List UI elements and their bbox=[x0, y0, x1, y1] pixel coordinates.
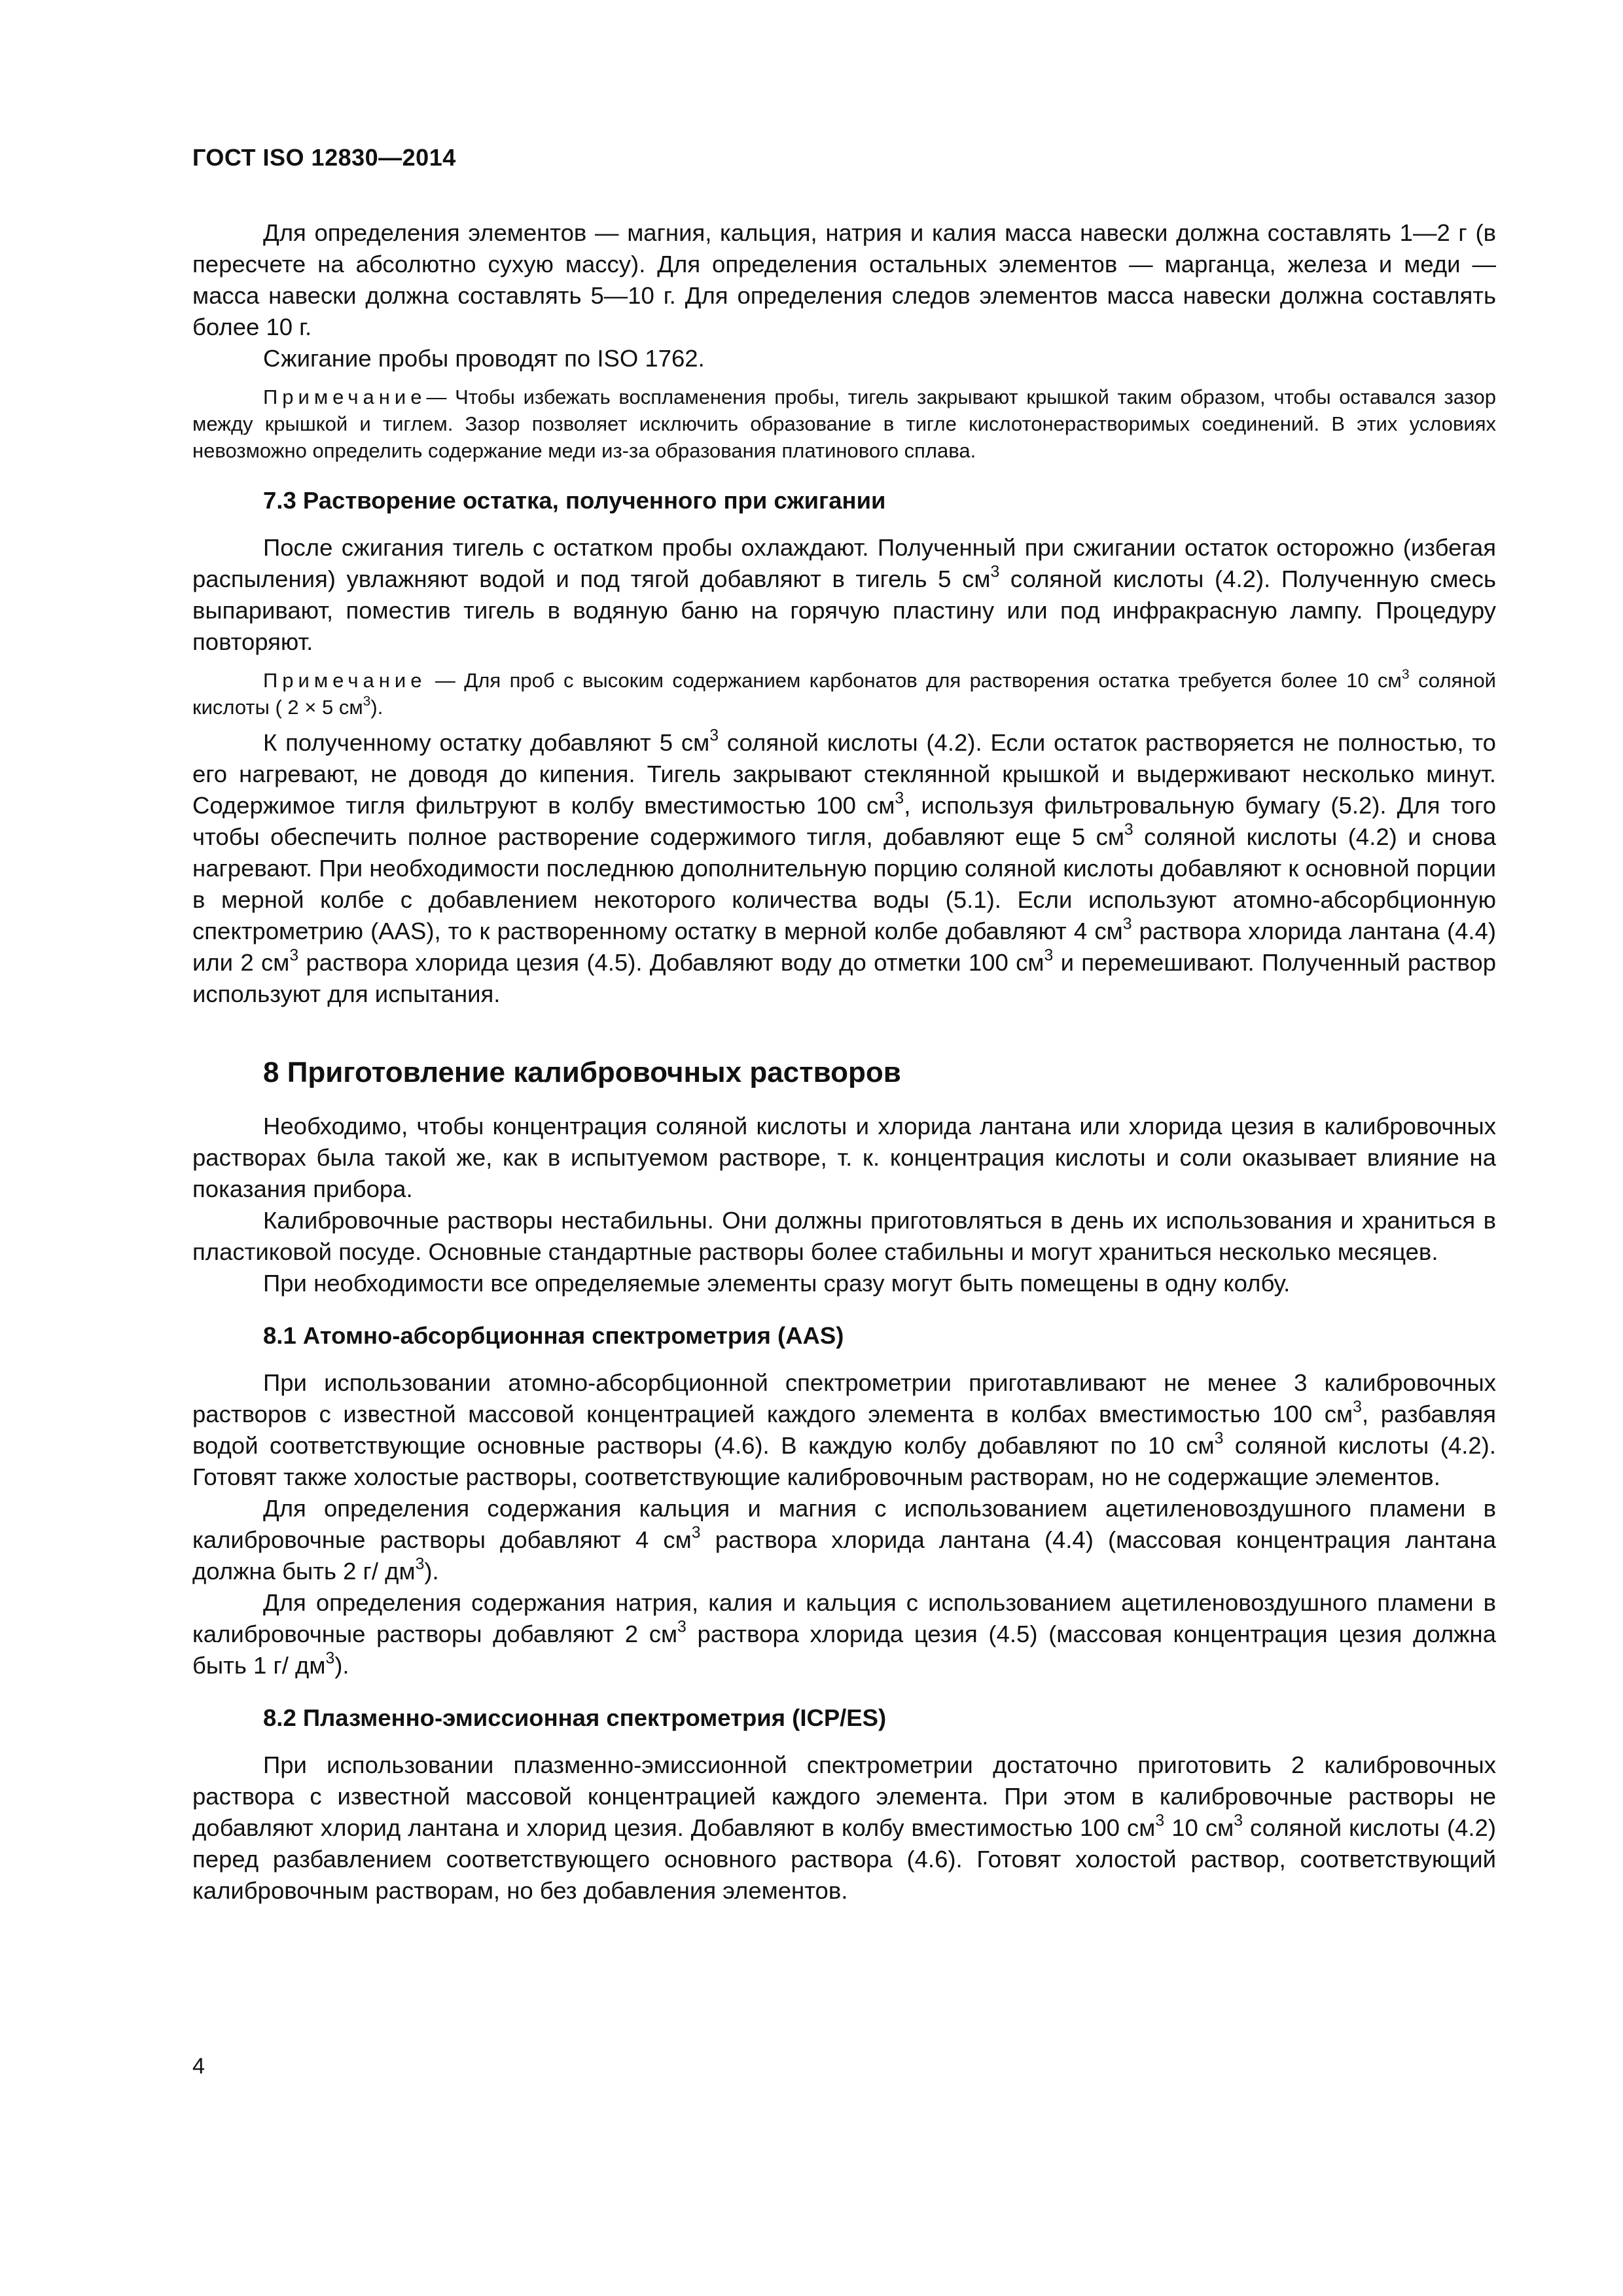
note-text: — Чтобы избежать воспламенения пробы, тигель закрывают крышкой таким образом, чтобы оставался зазор между крышкой и тиглем. Зазор позволяет исключить образование в тигле кислотонерастворимых соединений. В этих условиях невозможно определить содержание меди из-за образования платинового сплава. bbox=[192, 386, 1496, 462]
paragraph: К полученному остатку добавляют 5 $см^3$ соляной кислоты (4.2). Если остаток растворяется не полностью, то его нагревают, не доводя до кипения. Тигель закрывают стеклянной крышкой и выдерживают несколько минут. Содержимое тигля фильтруют в колбу вместимостью 100 $см^3$, используя фильтровальную бумагу (5.2). Для того чтобы обеспечить полное растворение содержимого тигля, добавляют еще 5 $см^3$ соляной кислоты (4.2) и снова нагревают. При необходимости последнюю дополнительную порцию соляной кислоты добавляют к основной порции в мерной колбе с добавлением некоторого количества воды (5.1). Если используют атомно-абсорбционную спектрометрию (AAS), то к растворенному остатку в мерной колбе добавляют 4 $см^3$ раствора хлорида лантана (4.4) или 2 $см^3$ раствора хлорида цезия (4.5). Добавляют воду до отметки 100 $см^3$ и перемешивают. Полученный раствор используют для испытания. bbox=[192, 726, 1497, 1007]
document-page bbox=[192, 144, 1496, 1907]
section-heading-8-1: 8.1 Атомно-абсорбционная спектрометрия (AAS) bbox=[263, 1322, 844, 1349]
note-label: Примечание bbox=[263, 669, 427, 692]
note: Примечание — Для проб с высоким содержанием карбонатов для растворения остатка требуется более 10 $см^3$ соляной кислоты ( 2 × 5 $см^3$). bbox=[192, 666, 1496, 719]
note-label: Примечание bbox=[263, 386, 427, 408]
paragraph: Для определения элементов — магния, кальция, натрия и калия масса навески должна составлять 1—2 г (в пересчете на абсолютно сухую массу). Для определения остальных элементов — марганца, железа и меди — масса навески должна составлять 5—10 г. Для определения следов элементов масса навески должна составлять более 10 г. bbox=[192, 219, 1496, 340]
paragraph: Калибровочные растворы нестабильны. Они должны приготовляться в день их использования и храниться в пластиковой посуде. Основные стандартные растворы более стабильны и могут храниться несколько месяцев. bbox=[192, 1207, 1496, 1265]
paragraph: После сжигания тигель с остатком пробы охлаждают. Полученный при сжигании остаток осторожно (избегая распыления) увлажняют водой и под тягой добавляют в тигель 5 $см^3$ соляной кислоты (4.2). Полученную смесь выпаривают, поместив тигель в водяную баню на горячую пластину или под инфракрасную лампу. Процедуру повторяют. bbox=[192, 534, 1496, 655]
paragraph: При необходимости все определяемые элементы сразу могут быть помещены в одну колбу. bbox=[263, 1270, 1291, 1297]
paragraph: Для определения содержания кальция и магния с использованием ацетиленовоздушного пламени в калибровочные растворы добавляют 4 $см^3$ раствора хлорида лантана (4.4) (массовая концентрация лантана должна быть 2 г/ $дм^3$). bbox=[192, 1495, 1496, 1585]
document-header: ГОСТ ISO 12830—2014 bbox=[192, 144, 456, 171]
page-number: 4 bbox=[192, 2054, 205, 2079]
section-heading-8: 8 Приготовление калибровочных растворов bbox=[263, 1056, 901, 1088]
paragraph: Для определения содержания натрия, калия и кальция с использованием ацетиленовоздушного пламени в калибровочные растворы добавляют 2 $см^3$ раствора хлорида цезия (4.5) (массовая концентрация цезия должна быть 1 г/ $дм^3$). bbox=[192, 1589, 1496, 1679]
section-heading-8-2: 8.2 Плазменно-эмиссионная спектрометрия (ICP/ES) bbox=[263, 1704, 887, 1731]
paragraph: При использовании атомно-абсорбционной спектрометрии приготавливают не менее 3 калибровочных растворов с известной массовой концентрацией каждого элемента в колбах вместимостью 100 $см^3$, разбавляя водой соответствующие основные растворы (4.6). В каждую колбу добавляют по 10 $см^3$ соляной кислоты (4.2). Готовят также холостые растворы, соответствующие калибровочным растворам, но не содержащие элементов. bbox=[192, 1369, 1497, 1490]
note bbox=[192, 384, 1496, 464]
paragraph: Необходимо, чтобы концентрация соляной кислоты и хлорида лантана или хлорида цезия в калибровочных растворах была такой же, как в испытуемом растворе, т. к. концентрация кислоты и соли оказывает влияние на показания прибора. bbox=[192, 1113, 1496, 1202]
paragraph: При использовании плазменно-эмиссионной спектрометрии достаточно приготовить 2 калибровочных раствора с известной массовой концентрацией каждого элемента. При этом в калибровочные растворы не добавляют хлорид лантана и хлорид цезия. Добавляют в колбу вместимостью 100 $см^3$ 10 $см^3$ соляной кислоты (4.2) перед разбавлением соответствующего основного раствора (4.6). Готовят холостой раствор, соответствующий калибровочным растворам, но без добавления элементов. bbox=[192, 1751, 1496, 1904]
section-heading-7-3: 7.3 Растворение остатка, полученного при сжигании bbox=[263, 487, 886, 514]
paragraph: Сжигание пробы проводят по ISO 1762. bbox=[263, 345, 705, 372]
